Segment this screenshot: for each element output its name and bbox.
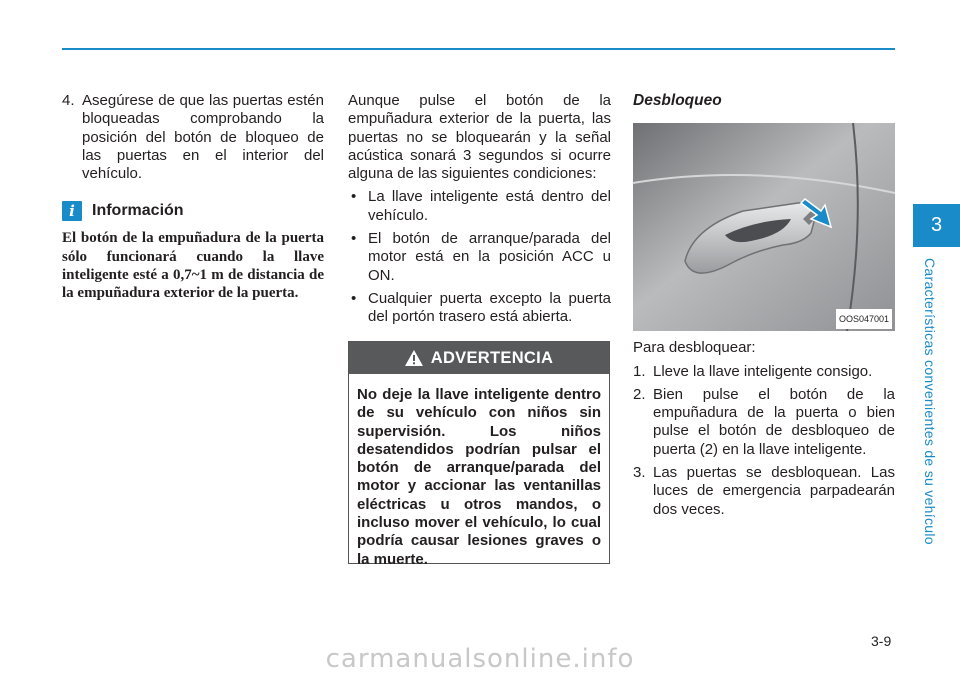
step-text: Lleve la llave inteligente consigo. (653, 362, 873, 380)
bullet-char: • (351, 230, 357, 248)
conditions-intro: Aunque pulse el botón de la empuñadura exterior de la puerta, las puertas no se bloquearán y la señal acústica sonará 3 segundos si ocurre alguna de las siguientes condiciones: (348, 92, 611, 183)
warning-box (348, 341, 610, 568)
column-right (633, 92, 895, 519)
warning-title: ADVERTENCIA (430, 348, 554, 367)
page-number: 3-9 (871, 633, 892, 649)
step-number: 1. (633, 362, 646, 380)
chapter-title: Características convenientes de su vehículo (922, 258, 938, 545)
step-number: 4. (62, 92, 75, 109)
info-header (62, 201, 324, 221)
step-1 (633, 363, 895, 381)
top-rule (62, 48, 895, 50)
door-handle-photo (633, 123, 895, 331)
step-3 (633, 464, 895, 519)
door-handle-illustration (633, 123, 895, 331)
column-middle (348, 92, 611, 327)
step-number: 3. (633, 464, 646, 482)
bullet-item (348, 188, 611, 225)
info-body: El botón de la empuñadura de la puerta sólo funcionará cuando la llave inteligente esté a 0,7~1 m de distancia de la empuñadura exterior de la puerta. (62, 230, 324, 302)
bullet-text: El botón de arranque/parada del motor está en la posición ACC u ON. (368, 230, 611, 284)
bullet-item (348, 290, 611, 327)
section-title: Desbloqueo (633, 92, 722, 109)
bullet-text: Cualquier puerta excepto la puerta del portón trasero está abierta. (368, 289, 611, 326)
bullet-char: • (351, 188, 357, 206)
bullet-item (348, 230, 611, 285)
warning-body: No deje la llave inteligente dentro de su vehículo con niños sin supervisión. Los niños desatendidos podrían pulsar el botón de arranque/parada del motor y accionar las ventanillas eléctricas u otros mandos, o incluso mover el vehículo, lo cual podría causar lesiones graves o la muerte. (357, 386, 601, 568)
chapter-title-vertical (918, 258, 942, 548)
warning-header (349, 342, 609, 374)
info-title: Información (92, 202, 184, 220)
unlock-intro: Para desbloquear: (633, 339, 756, 357)
step-4 (62, 92, 324, 183)
bullet-text: La llave inteligente está dentro del vehículo. (368, 188, 611, 224)
bullet-char: • (351, 289, 357, 307)
step-2 (633, 386, 895, 459)
step-number: 2. (633, 385, 646, 403)
image-code: OOS047001 (836, 309, 892, 329)
step-text: Bien pulse el botón de la empuñadura de la puerta o bien pulse el botón de desbloqueo de puerta (2) en la llave inteligente. (653, 385, 895, 458)
step-text: Las puertas se desbloquean. Las luces de emergencia parpadearán dos veces. (653, 464, 895, 518)
chapter-tab: 3 (913, 204, 960, 247)
warning-triangle-icon (405, 350, 423, 366)
info-icon: i (62, 201, 82, 221)
step-text: Asegúrese de que las puertas estén bloqueadas comprobando la posición del botón de bloqueo de las puertas en el interior del vehículo. (82, 92, 324, 183)
column-left (62, 92, 324, 303)
watermark: carmanualsonline.info (325, 644, 635, 674)
